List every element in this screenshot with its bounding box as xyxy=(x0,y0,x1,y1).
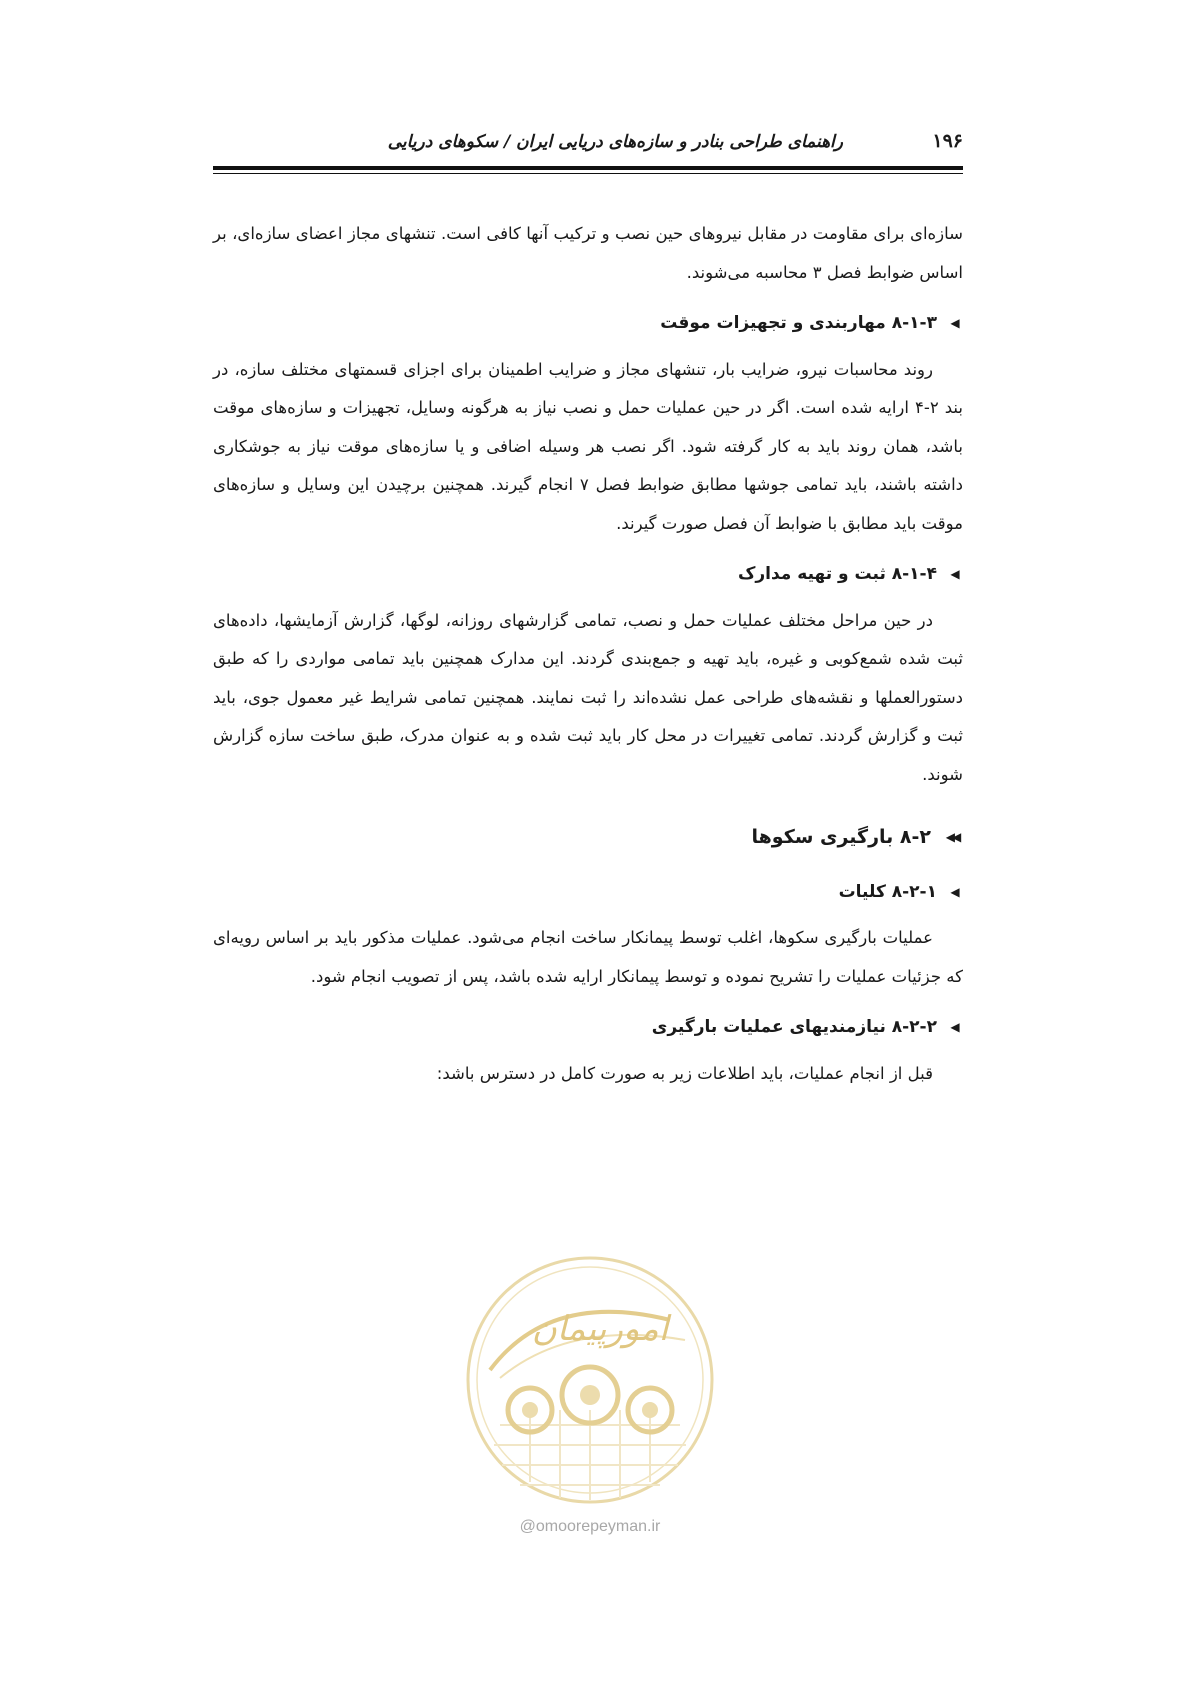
logo-emblem-icon xyxy=(460,1250,720,1515)
heading-text: ۸-۲-۲ نیازمندیهای عملیات بارگیری xyxy=(651,1017,937,1037)
section-heading-8-2-1 xyxy=(213,873,963,912)
section-heading-8-1-3 xyxy=(213,304,963,343)
paragraph-8-1-4: در حین مراحل مختلف عملیات حمل و نصب، تمامی گزارشهای روزانه، لوگها، گزارش آزمایشها، داده‌های ثبت شده شمع‌کوبی و غیره، باید تهیه و جمع‌بندی گردند. این مدارک همچنین باید تمامی مواردی را که طبق دستورالعملها و نقشه‌های طراحی عمل نشده‌اند را ثبت نمایند. همچنین تمامی شرایط غیر معمول جوی، باید ثبت و گزارش گردند. تمامی تغییرات در محل کار باید ثبت شده و به عنوان مدرک، طبق ساخت سازه گزارش شوند. xyxy=(213,610,963,784)
paragraph-8-2-1: عملیات بارگیری سکوها، اغلب توسط پیمانکار ساخت انجام می‌شود. عملیات مذکور باید بر اساس رویه‌ای که جزئیات عملیات را تشریح نموده و توسط پیمانکار ارایه شده باشد، پس از تصویب انجام شود. xyxy=(213,928,963,986)
section-heading-8-2-2 xyxy=(213,1008,963,1047)
watermark-caption: @omoorepeyman.ir xyxy=(519,1518,661,1535)
logo-text: امورپیمان xyxy=(531,1309,669,1349)
heading-text: ۸-۲ بارگیری سکوها xyxy=(751,826,931,848)
triangle-left-icon: ◀ xyxy=(950,884,960,899)
heading-text: ۸-۲-۱ کلیات xyxy=(838,881,937,902)
watermark-logo xyxy=(460,1250,720,1550)
triangle-left-icon: ◀ xyxy=(950,316,960,330)
section-heading-8-1-4 xyxy=(213,555,963,594)
triangle-left-icon: ◀ xyxy=(950,1020,960,1034)
paragraph-8-1-3: روند محاسبات نیرو، ضرایب بار، تنشهای مجاز و ضرایب اطمینان برای اجزای قسمتهای مختلف سازه، در بند ۲-۴ ارایه شده است. اگر در حین عملیات حمل و نصب نیاز به هرگونه وسایل، تجهیزات و سازه‌های موقت باشد، همان روند باید به کار گرفته شود. اگر نصب هر وسیله اضافی و یا سازه‌های موقت نیاز به جوشکاری داشته باشند، باید تمامی جوشها مطابق ضوابط فصل ۷ انجام گیرند. همچنین برچیدن این وسایل و سازه‌های موقت باید مطابق با ضوابط آن فصل صورت گیرند. xyxy=(213,359,963,533)
chapter-heading-8-2 xyxy=(213,818,963,857)
paragraph-8-2-2: قبل از انجام عملیات، باید اطلاعات زیر به صورت کامل در دسترس باشد: xyxy=(436,1063,933,1083)
header-rule-thick xyxy=(213,166,963,170)
heading-text: ۸-۱-۳ مهاربندی و تجهیزات موقت xyxy=(660,313,937,333)
triangle-left-icon: ◀ xyxy=(950,567,960,581)
header-rule-thin xyxy=(213,173,963,174)
page-header xyxy=(213,128,963,168)
intro-paragraph: سازه‌ای برای مقاومت در مقابل نیروهای حین نصب و ترکیب آنها کافی است. تنشهای مجاز اعضای سازه‌ای، بر اساس ضوابط فصل ۳ محاسبه می‌شوند. xyxy=(213,224,963,282)
running-title: راهنمای طراحی بنادر و سازه‌های دریایی ایران / سکوهای دریایی xyxy=(387,132,843,152)
page-body xyxy=(213,215,963,1093)
heading-text: ۸-۱-۴ ثبت و تهیه مدارک xyxy=(737,564,937,584)
page-number: ۱۹۶ xyxy=(932,130,963,152)
double-triangle-left-icon: ◀◀ xyxy=(945,830,959,844)
